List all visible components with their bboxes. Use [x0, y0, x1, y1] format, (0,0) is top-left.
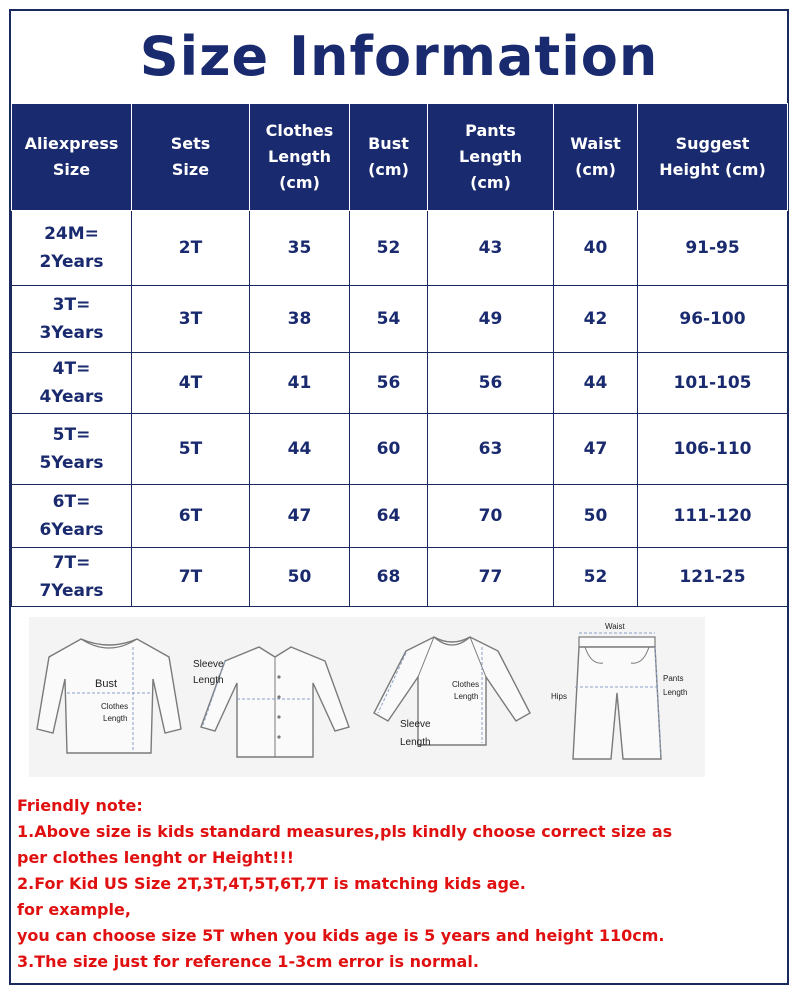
cell-waist: 42 [554, 286, 638, 353]
cell-bust: 60 [350, 414, 428, 485]
cell-suggest-height: 111-120 [638, 485, 788, 548]
sleeve-label: Sleeve [193, 659, 224, 670]
cell-sets-size: 6T [132, 485, 250, 548]
cell-bust: 52 [350, 211, 428, 286]
cell-bust: 54 [350, 286, 428, 353]
header-bust: Bust (cm) [350, 104, 428, 211]
cell-pants-length: 77 [428, 548, 554, 607]
cell-aliexpress-size: 6T= 6Years [12, 485, 132, 548]
table-row [12, 414, 788, 485]
cell-clothes-length: 35 [250, 211, 350, 286]
cell-waist: 44 [554, 353, 638, 414]
note-line: 2.For Kid US Size 2T,3T,4T,5T,6T,7T is matching kids age. [17, 874, 526, 893]
note-heading: Friendly note: [17, 796, 143, 815]
cell-clothes-length: 41 [250, 353, 350, 414]
cell-waist: 47 [554, 414, 638, 485]
table-row [12, 286, 788, 353]
sweatshirt-diagram [364, 617, 539, 777]
sleeve-label: Sleeve [400, 719, 431, 730]
cell-suggest-height: 91-95 [638, 211, 788, 286]
table-row [12, 548, 788, 607]
cell-sets-size: 3T [132, 286, 250, 353]
cell-aliexpress-size: 7T= 7Years [12, 548, 132, 607]
cell-pants-length: 49 [428, 286, 554, 353]
cell-suggest-height: 106-110 [638, 414, 788, 485]
cell-clothes-length: 44 [250, 414, 350, 485]
cell-clothes-length: 38 [250, 286, 350, 353]
header-clothes-length: Clothes Length (cm) [250, 104, 350, 211]
note-line: 3.The size just for reference 1-3cm error is normal. [17, 952, 479, 971]
cell-sets-size: 2T [132, 211, 250, 286]
cell-pants-length: 56 [428, 353, 554, 414]
cell-waist: 50 [554, 485, 638, 548]
cell-aliexpress-size: 5T= 5Years [12, 414, 132, 485]
cell-bust: 68 [350, 548, 428, 607]
cell-aliexpress-size: 3T= 3Years [12, 286, 132, 353]
cell-waist: 52 [554, 548, 638, 607]
tshirt-bust-diagram [29, 617, 189, 777]
cell-suggest-height: 121-25 [638, 548, 788, 607]
length-label: Length [103, 714, 128, 723]
note-line: you can choose size 5T when you kids age is 5 years and height 110cm. [17, 926, 665, 945]
pants-length-label: Length [663, 688, 688, 697]
note-line: 1.Above size is kids standard measures,pls kindly choose correct size as [17, 822, 673, 841]
sleeve-length-label: Length [400, 737, 431, 748]
cell-sets-size: 7T [132, 548, 250, 607]
pants-diagram [539, 617, 705, 777]
cell-suggest-height: 96-100 [638, 286, 788, 353]
pants-label: Pants [663, 674, 684, 683]
header-pants-length: Pants Length (cm) [428, 104, 554, 211]
header-waist: Waist (cm) [554, 104, 638, 211]
measurement-diagram [29, 617, 705, 777]
cell-waist: 40 [554, 211, 638, 286]
cell-pants-length: 43 [428, 211, 554, 286]
length-label: Length [454, 692, 479, 701]
bust-label: Bust [95, 678, 118, 690]
cell-clothes-length: 50 [250, 548, 350, 607]
size-chart-frame [9, 9, 789, 985]
clothes-label: Clothes [452, 680, 480, 689]
shirt-sleeve-diagram [189, 617, 364, 777]
clothes-label: Clothes [101, 702, 129, 711]
cell-sets-size: 5T [132, 414, 250, 485]
cell-clothes-length: 47 [250, 485, 350, 548]
table-header-row [12, 104, 788, 211]
hips-label: Hips [551, 692, 568, 701]
cell-aliexpress-size: 24M= 2Years [12, 211, 132, 286]
sleeve-length-label: Length [193, 675, 224, 686]
cell-bust: 64 [350, 485, 428, 548]
header-aliexpress-size: Aliexpress Size [12, 104, 132, 211]
page-title: Size Information [139, 25, 659, 88]
waist-label: Waist [605, 622, 625, 631]
cell-sets-size: 4T [132, 353, 250, 414]
table-row [12, 485, 788, 548]
cell-pants-length: 70 [428, 485, 554, 548]
header-suggest-height: Suggest Height (cm) [638, 104, 788, 211]
table-row [12, 353, 788, 414]
table-row [12, 211, 788, 286]
cell-suggest-height: 101-105 [638, 353, 788, 414]
cell-pants-length: 63 [428, 414, 554, 485]
size-table [11, 103, 788, 607]
note-line: for example, [17, 900, 131, 919]
cell-aliexpress-size: 4T= 4Years [12, 353, 132, 414]
note-line: per clothes lenght or Height!!! [17, 848, 295, 867]
cell-bust: 56 [350, 353, 428, 414]
friendly-notes [17, 793, 787, 975]
header-sets-size: Sets Size [132, 104, 250, 211]
